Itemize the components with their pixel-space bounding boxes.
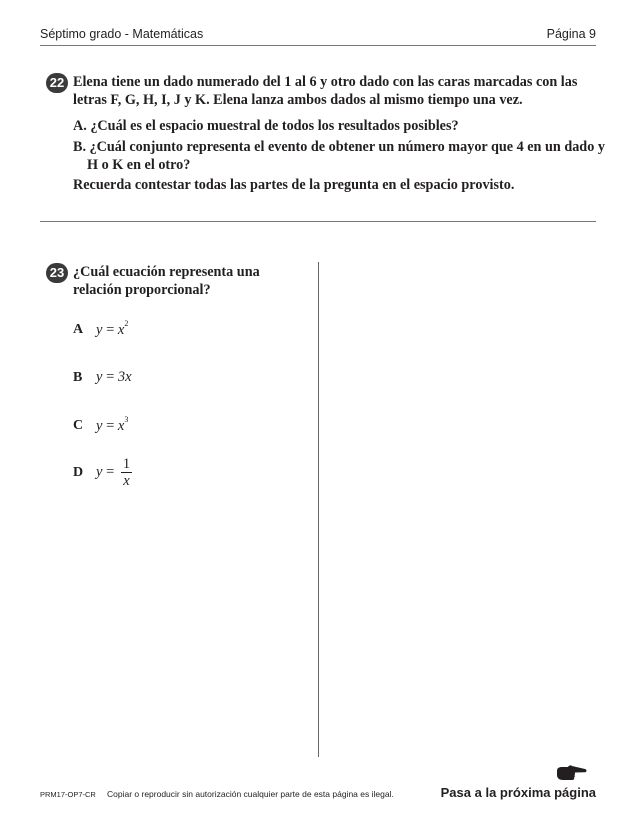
question-23-badge: 23: [46, 263, 68, 283]
question-22-part-b: B. ¿Cuál conjunto representa el evento de obtener un número mayor que 4 en un dado y H o K en el otro?: [73, 139, 605, 173]
question-22-stem: Elena tiene un dado numerado del 1 al 6 y otro dado con las caras marcadas con las letras F, G, H, I, J y K. Elena lanza ambos dados al mismo tiempo una vez.: [73, 74, 578, 108]
question-22-reminder: Recuerda contestar todas las partes de la pregunta en el espacio provisto.: [73, 177, 515, 193]
option-c-rhs: x: [117, 417, 125, 434]
option-a-letter[interactable]: A: [73, 322, 84, 337]
option-c-op: =: [106, 417, 115, 434]
option-b-letter[interactable]: B: [73, 370, 83, 385]
option-d-op: =: [106, 463, 115, 480]
header-title: Séptimo grado - Matemáticas: [40, 27, 204, 41]
header-divider: [40, 45, 596, 46]
option-a-var: y: [96, 321, 103, 338]
option-d-denominator: x: [123, 473, 130, 489]
option-c-var: y: [96, 417, 103, 434]
page-number: Página 9: [546, 27, 596, 41]
question-23-stem: ¿Cuál ecuación representa una relación proporcional?: [73, 264, 260, 298]
pointing-hand-icon: [556, 764, 588, 782]
option-d-equation[interactable]: [96, 456, 132, 489]
question-22-part-a: A. ¿Cuál es el espacio muestral de todos los resultados posibles?: [73, 118, 459, 134]
option-a-rhs: x: [117, 321, 125, 338]
option-c-equation[interactable]: [96, 417, 128, 435]
option-a-equation[interactable]: [96, 321, 128, 339]
option-d-letter[interactable]: D: [73, 465, 84, 480]
option-b-op: =: [106, 369, 115, 385]
question-22-badge: 22: [46, 73, 68, 93]
option-a-exponent: 2: [124, 319, 129, 328]
section-divider: [40, 221, 596, 222]
option-b-var: y: [96, 369, 103, 385]
option-d-var: y: [96, 463, 103, 480]
document-code: PRM17-OP7-CR: [40, 790, 96, 799]
option-c-exponent: 3: [124, 415, 129, 424]
option-d-fraction: [121, 456, 132, 489]
option-b-rhs: 3x: [117, 369, 132, 385]
answer-column-divider: [318, 262, 319, 757]
copyright-notice: Copiar o reproducir sin autorización cualquier parte de esta página es ilegal.: [107, 789, 394, 799]
option-a-op: =: [106, 321, 115, 338]
next-page-label: Pasa a la próxima página: [440, 785, 596, 800]
option-d-numerator: 1: [122, 456, 131, 472]
option-b-equation[interactable]: [96, 369, 132, 386]
option-c-letter[interactable]: C: [73, 418, 84, 433]
